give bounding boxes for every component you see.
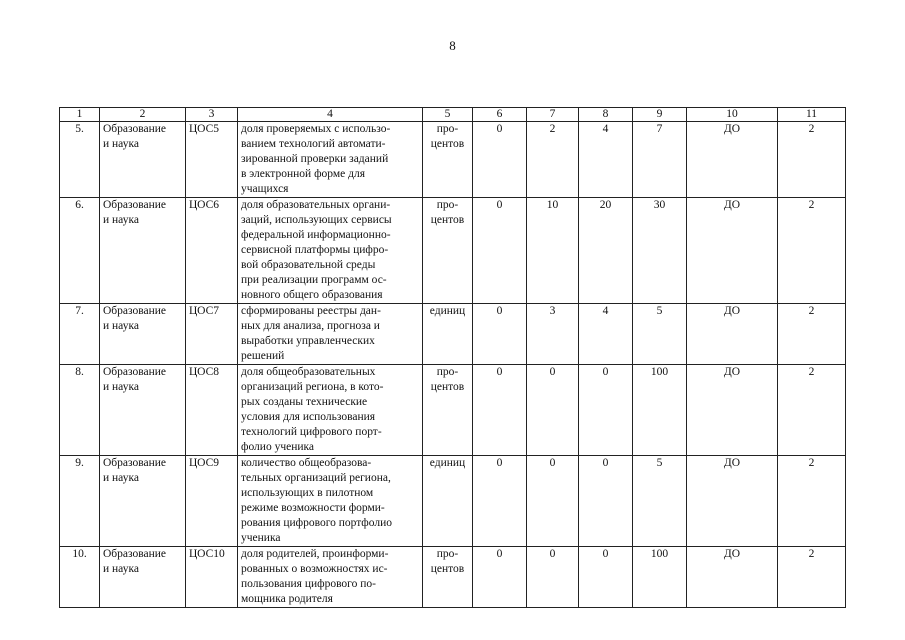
text-line: учащихся	[241, 183, 289, 195]
text-line: и наука	[103, 381, 139, 393]
text-line: фолио ученика	[241, 441, 315, 453]
header-cell: 6	[473, 108, 527, 122]
header-row	[60, 108, 846, 122]
sector-cell	[100, 198, 186, 304]
value-cell: 0	[579, 456, 633, 547]
indicators-table	[59, 107, 846, 608]
row-number: 5.	[60, 122, 100, 198]
text-line: при реализации программ ос-	[241, 274, 387, 286]
code-cell: ЦОС7	[186, 304, 238, 365]
value-cell: 10	[527, 198, 579, 304]
text-line: мощника родителя	[241, 593, 333, 605]
text-line: Образование	[103, 548, 167, 560]
text-line: доля образовательных органи-	[241, 199, 391, 211]
text-line: условия для использования	[241, 411, 376, 423]
table-row	[60, 122, 846, 198]
value-cell: 5	[633, 456, 687, 547]
description-cell	[238, 304, 423, 365]
header-cell: 9	[633, 108, 687, 122]
text-line: режиме возможности форми-	[241, 502, 385, 514]
text-line: Образование	[103, 305, 167, 317]
row-number: 9.	[60, 456, 100, 547]
unit-cell	[423, 547, 473, 608]
value-cell: 4	[579, 304, 633, 365]
header-cell: 10	[687, 108, 778, 122]
value-cell: 0	[473, 122, 527, 198]
text-line: доля родителей, проинформи-	[241, 548, 389, 560]
text-line: в электронной форме для	[241, 168, 365, 180]
text-line: рованных о возможностях ис-	[241, 563, 388, 575]
table-row	[60, 304, 846, 365]
value-cell: 0	[527, 547, 579, 608]
description-cell	[238, 122, 423, 198]
responsible-cell: ДО	[687, 547, 778, 608]
text-line: Образование	[103, 366, 167, 378]
text-line: Образование	[103, 457, 167, 469]
text-line: и наука	[103, 138, 139, 150]
text-line: заций, использующих сервисы	[241, 214, 392, 226]
text-line: зированной проверки заданий	[241, 153, 389, 165]
value-cell: 2	[778, 547, 846, 608]
responsible-cell: ДО	[687, 365, 778, 456]
text-line: количество общеобразова-	[241, 457, 372, 469]
text-line: и наука	[103, 320, 139, 332]
unit-cell	[423, 198, 473, 304]
unit-cell	[423, 456, 473, 547]
text-line: Образование	[103, 123, 167, 135]
text-line: центов	[430, 138, 465, 150]
text-line: ных для анализа, прогноза и	[241, 320, 380, 332]
unit-cell	[423, 304, 473, 365]
code-cell: ЦОС5	[186, 122, 238, 198]
value-cell: 0	[473, 456, 527, 547]
value-cell: 2	[778, 304, 846, 365]
text-line: новного общего образования	[241, 289, 383, 301]
value-cell: 2	[527, 122, 579, 198]
text-line: организаций региона, в кото-	[241, 381, 384, 393]
header-cell: 1	[60, 108, 100, 122]
text-line: Образование	[103, 199, 167, 211]
value-cell: 2	[778, 456, 846, 547]
value-cell: 100	[633, 547, 687, 608]
value-cell: 2	[778, 365, 846, 456]
code-cell: ЦОС10	[186, 547, 238, 608]
description-cell	[238, 547, 423, 608]
value-cell: 4	[579, 122, 633, 198]
row-number: 10.	[60, 547, 100, 608]
value-cell: 3	[527, 304, 579, 365]
value-cell: 0	[473, 304, 527, 365]
text-line: единиц	[429, 457, 466, 469]
value-cell: 100	[633, 365, 687, 456]
unit-cell	[423, 122, 473, 198]
text-line: и наука	[103, 472, 139, 484]
value-cell: 0	[473, 198, 527, 304]
value-cell: 0	[579, 547, 633, 608]
value-cell: 0	[527, 365, 579, 456]
text-line: сформированы реестры дан-	[241, 305, 381, 317]
sector-cell	[100, 304, 186, 365]
text-line: единиц	[429, 305, 466, 317]
responsible-cell: ДО	[687, 456, 778, 547]
text-line: ученика	[241, 532, 281, 544]
value-cell: 7	[633, 122, 687, 198]
text-line: рования цифрового портфолио	[241, 517, 392, 529]
value-cell: 2	[778, 122, 846, 198]
text-line: про-	[436, 366, 459, 378]
responsible-cell: ДО	[687, 122, 778, 198]
text-line: центов	[430, 381, 465, 393]
code-cell: ЦОС6	[186, 198, 238, 304]
header-cell: 8	[579, 108, 633, 122]
table-row	[60, 456, 846, 547]
text-line: про-	[436, 548, 459, 560]
responsible-cell: ДО	[687, 198, 778, 304]
text-line: доля общеобразовательных	[241, 366, 376, 378]
text-line: про-	[436, 199, 459, 211]
unit-cell	[423, 365, 473, 456]
text-line: центов	[430, 214, 465, 226]
description-cell	[238, 456, 423, 547]
text-line: использующих в пилотном	[241, 487, 374, 499]
table-row	[60, 547, 846, 608]
value-cell: 0	[579, 365, 633, 456]
description-cell	[238, 198, 423, 304]
text-line: технологий цифрового порт-	[241, 426, 382, 438]
text-line: пользования цифрового по-	[241, 578, 376, 590]
text-line: сервисной платформы цифро-	[241, 244, 389, 256]
description-cell	[238, 365, 423, 456]
value-cell: 5	[633, 304, 687, 365]
value-cell: 30	[633, 198, 687, 304]
row-number: 7.	[60, 304, 100, 365]
text-line: рых созданы технические	[241, 396, 368, 408]
text-line: тельных организаций региона,	[241, 472, 391, 484]
table-row	[60, 365, 846, 456]
text-line: ванием технологий автомати-	[241, 138, 386, 150]
value-cell: 2	[778, 198, 846, 304]
value-cell: 0	[527, 456, 579, 547]
value-cell: 0	[473, 547, 527, 608]
text-line: выработки управленческих	[241, 335, 375, 347]
text-line: и наука	[103, 214, 139, 226]
text-line: центов	[430, 563, 465, 575]
header-cell: 2	[100, 108, 186, 122]
page-number: 8	[449, 38, 456, 53]
header-cell: 11	[778, 108, 846, 122]
sector-cell	[100, 365, 186, 456]
text-line: и наука	[103, 563, 139, 575]
responsible-cell: ДО	[687, 304, 778, 365]
sector-cell	[100, 122, 186, 198]
sector-cell	[100, 547, 186, 608]
row-number: 8.	[60, 365, 100, 456]
value-cell: 0	[473, 365, 527, 456]
header-cell: 3	[186, 108, 238, 122]
text-line: доля проверяемых с использо-	[241, 123, 391, 135]
table-row	[60, 198, 846, 304]
code-cell: ЦОС8	[186, 365, 238, 456]
text-line: федеральной информационно-	[241, 229, 391, 241]
header-cell: 5	[423, 108, 473, 122]
code-cell: ЦОС9	[186, 456, 238, 547]
text-line: про-	[436, 123, 459, 135]
value-cell: 20	[579, 198, 633, 304]
text-line: решений	[241, 350, 285, 362]
row-number: 6.	[60, 198, 100, 304]
header-cell: 7	[527, 108, 579, 122]
header-cell: 4	[238, 108, 423, 122]
sector-cell	[100, 456, 186, 547]
text-line: вой образовательной среды	[241, 259, 376, 271]
